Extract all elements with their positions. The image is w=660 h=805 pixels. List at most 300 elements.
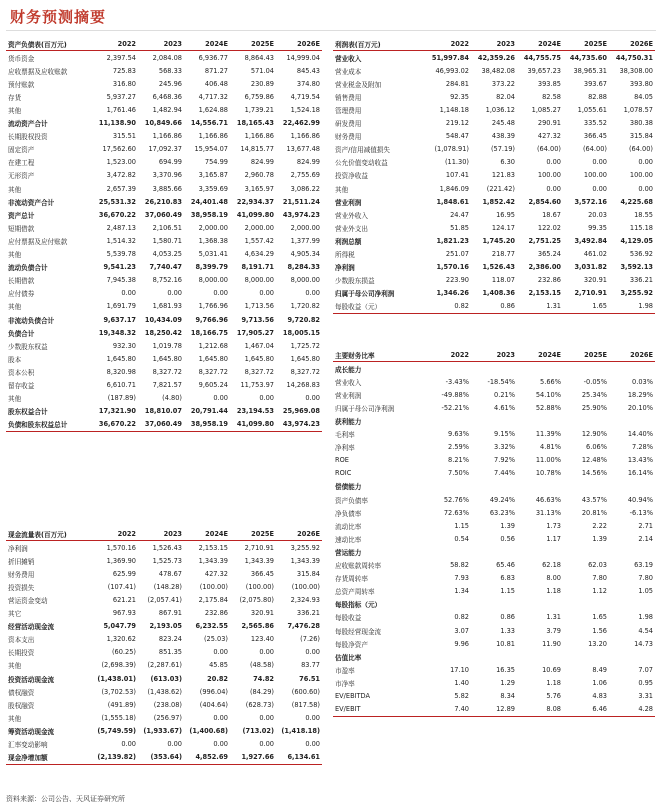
cell-value: 1,761.46: [106, 106, 136, 115]
table-row: [333, 64, 655, 77]
cell-value: 4.28: [609, 703, 655, 717]
cell-value: (60.25): [111, 648, 136, 657]
cell-value: 366.45: [583, 132, 607, 141]
cell-value: (57.19): [490, 145, 515, 154]
cell-value: (613.03): [150, 674, 182, 683]
cell-value: 107.41: [445, 171, 469, 180]
row-label: 在建工程: [8, 159, 35, 168]
table-row: [333, 689, 655, 702]
cell-value: 1,526.43: [152, 543, 182, 552]
cell-value: 1,681.93: [152, 302, 182, 311]
row-label: 营业外支出: [335, 224, 368, 233]
row-label: 债权融资: [8, 688, 35, 697]
cell-value: 8,864.43: [244, 53, 274, 62]
table-header-row: [6, 527, 322, 541]
cell-value: 536.92: [629, 250, 653, 259]
year-header: 2026E: [276, 37, 322, 51]
cell-value: 1,482.94: [152, 106, 182, 115]
cell-value: (4.80): [162, 394, 182, 403]
table-row: [333, 559, 655, 572]
cell-value: 9,605.24: [198, 380, 228, 389]
cell-value: 3,086.22: [290, 184, 320, 193]
cell-value: 0.00: [167, 289, 182, 298]
row-label: 短期借款: [8, 224, 35, 233]
row-label: 其他: [8, 395, 22, 404]
cell-value: (1,555.18): [101, 713, 136, 722]
cell-value: 3,031.82: [574, 263, 607, 272]
cell-value: 0.95: [638, 678, 653, 687]
row-label: 流动负债合计: [8, 264, 48, 273]
cell-value: 0.00: [305, 648, 320, 657]
cell-value: 8,320.98: [106, 367, 136, 376]
cell-value: 9,720.82: [287, 315, 320, 324]
table-row: [6, 169, 322, 182]
cell-value: [517, 480, 563, 493]
cell-value: 38,308.00: [619, 66, 653, 75]
cell-value: 1.40: [454, 678, 469, 687]
cell-value: 1,055.61: [577, 106, 607, 115]
cell-value: 7,945.38: [106, 276, 136, 285]
table-header-row: [6, 37, 322, 51]
cell-value: (100.00): [245, 582, 274, 591]
cell-value: 4.54: [638, 626, 653, 635]
cell-value: 0.86: [471, 300, 517, 314]
row-label: 销售费用: [335, 93, 362, 102]
row-label: 其他: [8, 251, 22, 260]
row-label: 所得税: [335, 251, 355, 260]
cell-value: 2,657.39: [106, 184, 136, 193]
cell-value: -52.21%: [441, 403, 469, 412]
table-row: [6, 90, 322, 103]
cell-value: -0.05%: [583, 377, 607, 386]
cell-value: 823.24: [158, 635, 182, 644]
row-label: 总资产周转率: [335, 588, 375, 597]
cell-value: 24,401.48: [190, 197, 228, 206]
cell-value: 11,138.90: [98, 119, 136, 128]
cell-value: 43,974.23: [276, 418, 322, 432]
year-header: 2022: [92, 37, 138, 51]
row-label: 负债和股东权益总计: [6, 418, 92, 432]
cell-value: 336.21: [296, 609, 320, 618]
cell-value: [517, 598, 563, 611]
cell-value: 1,846.09: [439, 184, 469, 193]
cell-value: 320.91: [583, 276, 607, 285]
row-label: 营业外收入: [335, 211, 368, 220]
cell-value: 478.67: [158, 569, 182, 578]
table-row: [333, 90, 655, 103]
cell-value: 380.38: [629, 119, 653, 128]
cell-value: (1,933.67): [143, 726, 182, 735]
cell-value: 36,670.22: [92, 418, 138, 432]
cell-value: (1,438.01): [97, 674, 136, 683]
table-row: [333, 221, 655, 234]
section-row: [333, 414, 655, 427]
cell-value: 5.66%: [540, 377, 561, 386]
year-header: 2023: [138, 37, 184, 51]
cell-value: (1,078.91): [434, 145, 469, 154]
table-header-row: [333, 348, 655, 362]
cell-value: 1,645.80: [198, 354, 228, 363]
cell-value: 1,645.80: [106, 354, 136, 363]
row-label: 净利率: [335, 444, 355, 453]
cell-value: [517, 414, 563, 427]
cell-value: 8,327.72: [244, 367, 274, 376]
cell-value: 1.33: [500, 626, 515, 635]
cell-value: 4.81%: [540, 443, 561, 452]
cell-value: [609, 362, 655, 376]
cell-value: 25,531.32: [98, 197, 136, 206]
row-label: 归属于母公司净利润: [335, 404, 395, 413]
row-label: 留存收益: [8, 381, 35, 390]
cell-value: [563, 598, 609, 611]
year-header: 2024E: [517, 37, 563, 51]
cell-value: 1.39: [592, 534, 607, 543]
table-row: [333, 637, 655, 650]
cell-value: 754.99: [204, 158, 228, 167]
cell-value: 2,710.91: [574, 289, 607, 298]
cell-value: 1,148.18: [439, 106, 469, 115]
row-label: 投资损失: [8, 583, 35, 592]
table-row: [6, 554, 322, 567]
cell-value: 393.85: [537, 79, 561, 88]
cell-value: 7.44%: [494, 469, 515, 478]
cell-value: 223.90: [445, 276, 469, 285]
cell-value: 0.00: [213, 289, 228, 298]
cell-value: 0.00: [259, 394, 274, 403]
table-row: [333, 195, 655, 208]
row-label: 净利润: [8, 544, 28, 553]
table-row: [6, 313, 322, 326]
table-row: [6, 418, 322, 432]
row-label: 利润总额: [335, 237, 362, 246]
cell-value: (628.73): [245, 700, 274, 709]
cell-value: 25.34%: [581, 390, 607, 399]
cell-value: 1.65: [563, 300, 609, 314]
table-row: [333, 585, 655, 598]
row-label: 货币资金: [8, 54, 35, 63]
cell-value: 1,166.86: [152, 132, 182, 141]
cell-value: [425, 414, 471, 427]
cell-value: [517, 545, 563, 558]
cell-value: 1.17: [546, 534, 561, 543]
row-label: 偿债能力: [335, 483, 362, 492]
table-row: [6, 51, 322, 65]
cell-value: 17,562.60: [102, 145, 136, 154]
row-label: 其他: [8, 303, 22, 312]
year-header: 2026E: [276, 527, 322, 541]
cell-value: 40.94%: [627, 495, 653, 504]
row-label: 每股收益: [335, 614, 362, 623]
page-title: 财务预测摘要: [10, 8, 107, 26]
row-label: EV/EBIT: [333, 703, 425, 717]
cell-value: 39,657.23: [527, 66, 561, 75]
table-row: [6, 646, 322, 659]
cell-value: (48.58): [249, 661, 274, 670]
cell-value: 17,321.90: [98, 407, 136, 416]
table-header-title: 利润表(百万元): [333, 37, 425, 51]
year-header: 2022: [425, 37, 471, 51]
year-header: 2025E: [230, 37, 276, 51]
cell-value: 1,691.79: [106, 302, 136, 311]
cell-value: 3,255.92: [290, 543, 320, 552]
cell-value: 26,210.83: [144, 197, 182, 206]
cell-value: 41,099.80: [230, 418, 276, 432]
table-row: [333, 156, 655, 169]
cell-value: 1,408.36: [482, 289, 515, 298]
cell-value: (107.41): [107, 582, 136, 591]
cell-value: 7.80: [592, 574, 607, 583]
cell-value: 8.08: [517, 703, 563, 717]
cell-value: 11.90: [542, 639, 561, 648]
table-row: [333, 493, 655, 506]
table-row: [6, 567, 322, 580]
cell-value: 4,719.54: [290, 92, 320, 101]
table-row: [333, 234, 655, 247]
cell-value: 2,000.00: [290, 223, 320, 232]
year-header: 2026E: [609, 348, 655, 362]
cell-value: 0.00: [259, 289, 274, 298]
row-label: 其他: [8, 714, 22, 723]
cell-value: 12.48%: [581, 456, 607, 465]
cell-value: 2,386.00: [528, 263, 561, 272]
cell-value: 4,905.34: [290, 250, 320, 259]
cell-value: (3,702.53): [101, 687, 136, 696]
cell-value: (64.00): [582, 145, 607, 154]
cell-value: 115.18: [629, 223, 653, 232]
cell-value: 1.65: [592, 613, 607, 622]
cell-value: 365.24: [537, 250, 561, 259]
table-row: [333, 51, 655, 65]
cell-value: 14,815.77: [240, 145, 274, 154]
cell-value: 14.73: [634, 639, 653, 648]
cell-value: 44,750.31: [615, 53, 653, 62]
cell-value: 1.15: [454, 521, 469, 530]
cell-value: 2,487.13: [106, 223, 136, 232]
cell-value: 461.02: [583, 250, 607, 259]
cell-value: 20.82: [207, 674, 228, 683]
row-label: 资本公积: [8, 368, 35, 377]
cell-value: 51.85: [450, 223, 469, 232]
cell-value: 0.00: [546, 184, 561, 193]
row-label: 存货周转率: [335, 575, 368, 584]
table-row: [6, 672, 322, 685]
cell-value: 3,472.82: [106, 171, 136, 180]
cell-value: 121.83: [491, 171, 515, 180]
cell-value: -3.43%: [445, 377, 469, 386]
row-label: 资产总计: [8, 211, 35, 220]
cell-value: 13,677.48: [286, 145, 320, 154]
year-header: 2023: [138, 527, 184, 541]
cell-value: 12.89: [471, 703, 517, 717]
table-row: [6, 724, 322, 737]
cell-value: [517, 362, 563, 376]
cell-value: 99.35: [588, 223, 607, 232]
cell-value: 1,720.82: [290, 302, 320, 311]
cell-value: 1,166.86: [198, 132, 228, 141]
cell-value: 366.45: [250, 569, 274, 578]
cell-value: 1,624.88: [198, 106, 228, 115]
cell-value: 122.02: [537, 223, 561, 232]
cell-value: 3,359.69: [198, 184, 228, 193]
cell-value: 571.04: [250, 66, 274, 75]
row-label: 应收票据及应收账款: [8, 67, 68, 76]
cell-value: 62.18: [542, 561, 561, 570]
cell-value: 1,570.16: [106, 543, 136, 552]
cell-value: 24.47: [450, 210, 469, 219]
cell-value: 6,468.36: [152, 92, 182, 101]
cell-value: 8,191.71: [241, 263, 274, 272]
cell-value: 41,099.80: [236, 210, 274, 219]
row-label: 少数股东权益: [8, 342, 48, 351]
cell-value: 38,965.31: [573, 66, 607, 75]
cell-value: 218.77: [491, 250, 515, 259]
cell-value: 11.00%: [535, 456, 561, 465]
cell-value: 2,084.08: [152, 53, 182, 62]
year-header: 2025E: [563, 348, 609, 362]
table-row: [6, 130, 322, 143]
cell-value: [609, 414, 655, 427]
cell-value: 10.69: [542, 665, 561, 674]
cell-value: 8,327.72: [152, 367, 182, 376]
cell-value: 1,525.73: [152, 556, 182, 565]
cell-value: 1,645.80: [152, 354, 182, 363]
row-label: 长期股权投资: [8, 133, 48, 142]
cell-value: 0.86: [500, 613, 515, 622]
cell-value: 52.76%: [443, 495, 469, 504]
cell-value: 2,106.51: [152, 223, 182, 232]
cell-value: [471, 480, 517, 493]
cell-value: 568.33: [158, 66, 182, 75]
cell-value: 7.92%: [494, 456, 515, 465]
cell-value: 1,852.42: [482, 197, 515, 206]
cell-value: 46.63%: [535, 495, 561, 504]
cell-value: 10,849.66: [144, 119, 182, 128]
cell-value: 0.00: [213, 648, 228, 657]
cell-value: 2,193.05: [149, 622, 182, 631]
cell-value: 16.95: [496, 210, 515, 219]
table-row: [333, 208, 655, 221]
cell-value: 124.17: [491, 223, 515, 232]
cell-value: 92.35: [450, 92, 469, 101]
cell-value: 0.00: [305, 740, 320, 749]
cell-value: 1.31: [546, 613, 561, 622]
cell-value: 5.82: [454, 691, 469, 700]
cell-value: 438.39: [491, 132, 515, 141]
cell-value: 1,570.16: [436, 263, 469, 272]
cell-value: 82.04: [496, 92, 515, 101]
row-label: 股权融资: [8, 701, 35, 710]
row-label: 存货: [8, 93, 22, 102]
cell-value: (491.89): [107, 700, 136, 709]
cell-value: 2,710.91: [244, 543, 274, 552]
cell-value: 284.81: [445, 79, 469, 88]
row-label: 速动比率: [335, 535, 362, 544]
cell-value: [517, 650, 563, 663]
cell-value: (11.30): [444, 158, 469, 167]
table-row: [333, 143, 655, 156]
cell-value: 54.10%: [535, 390, 561, 399]
cell-value: 62.03: [588, 561, 607, 570]
cell-value: 63.19: [634, 561, 653, 570]
income-statement-table: [333, 37, 655, 314]
cell-value: 871.27: [204, 66, 228, 75]
row-label: 净利润: [335, 264, 355, 273]
row-label: 非流动资产合计: [8, 198, 55, 207]
cell-value: 1,848.61: [436, 197, 469, 206]
cell-value: 0.00: [305, 289, 320, 298]
row-label: 预付账款: [8, 80, 35, 89]
cell-value: 0.56: [500, 534, 515, 543]
cell-value: 1,821.23: [436, 236, 469, 245]
cell-value: 1.18: [546, 587, 561, 596]
cell-value: [425, 480, 471, 493]
cell-value: (64.00): [536, 145, 561, 154]
cell-value: 3,165.87: [198, 171, 228, 180]
cell-value: (817.58): [291, 700, 320, 709]
table-row: [6, 365, 322, 378]
row-label: 营业税金及附加: [335, 80, 382, 89]
table-row: [6, 352, 322, 365]
cell-value: 18,165.43: [236, 119, 274, 128]
cell-value: 1,166.86: [290, 132, 320, 141]
cell-value: 20.10%: [627, 403, 653, 412]
cell-value: 72.63%: [443, 508, 469, 517]
cell-value: 118.07: [491, 276, 515, 285]
cell-value: 2.59%: [448, 443, 469, 452]
cell-value: 2,324.93: [290, 596, 320, 605]
table-row: [6, 300, 322, 313]
row-label: 固定资产: [8, 146, 35, 155]
row-label: 净负债率: [335, 509, 362, 518]
cell-value: 18.55: [634, 210, 653, 219]
cell-value: [563, 650, 609, 663]
cell-value: 42,359.26: [477, 53, 515, 62]
year-header: 2022: [425, 348, 471, 362]
cell-value: (2,698.39): [101, 661, 136, 670]
table-row: [6, 77, 322, 90]
year-header: 2024E: [517, 348, 563, 362]
cell-value: 1,766.96: [198, 302, 228, 311]
cell-value: 37,060.49: [144, 210, 182, 219]
cell-value: 824.99: [296, 158, 320, 167]
row-label: 资产负债率: [335, 496, 368, 505]
cell-value: [471, 650, 517, 663]
row-label: 应付债券: [8, 290, 35, 299]
table-row: [6, 64, 322, 77]
row-label: 其它: [8, 610, 22, 619]
row-label: 研发费用: [335, 120, 362, 129]
cell-value: 7.50%: [448, 469, 469, 478]
table-row: [6, 580, 322, 593]
cell-value: 74.82: [253, 674, 274, 683]
cell-value: 0.00: [305, 713, 320, 722]
cell-value: 83.77: [301, 661, 320, 670]
cell-value: 36,670.22: [98, 210, 136, 219]
cell-value: 1.39: [500, 521, 515, 530]
table-row: [333, 77, 655, 90]
cell-value: 232.86: [204, 609, 228, 618]
row-label: 获利能力: [335, 418, 362, 427]
cell-value: 6.06%: [586, 443, 607, 452]
table-row: [333, 169, 655, 182]
table-row: [6, 208, 322, 221]
cell-value: (256.97): [153, 713, 182, 722]
row-label: 财务费用: [335, 133, 362, 142]
cell-value: 1,725.72: [290, 341, 320, 350]
row-label: 现金净增加额: [6, 751, 92, 765]
cell-value: 9,637.17: [103, 315, 136, 324]
cell-value: 9,713.56: [241, 315, 274, 324]
